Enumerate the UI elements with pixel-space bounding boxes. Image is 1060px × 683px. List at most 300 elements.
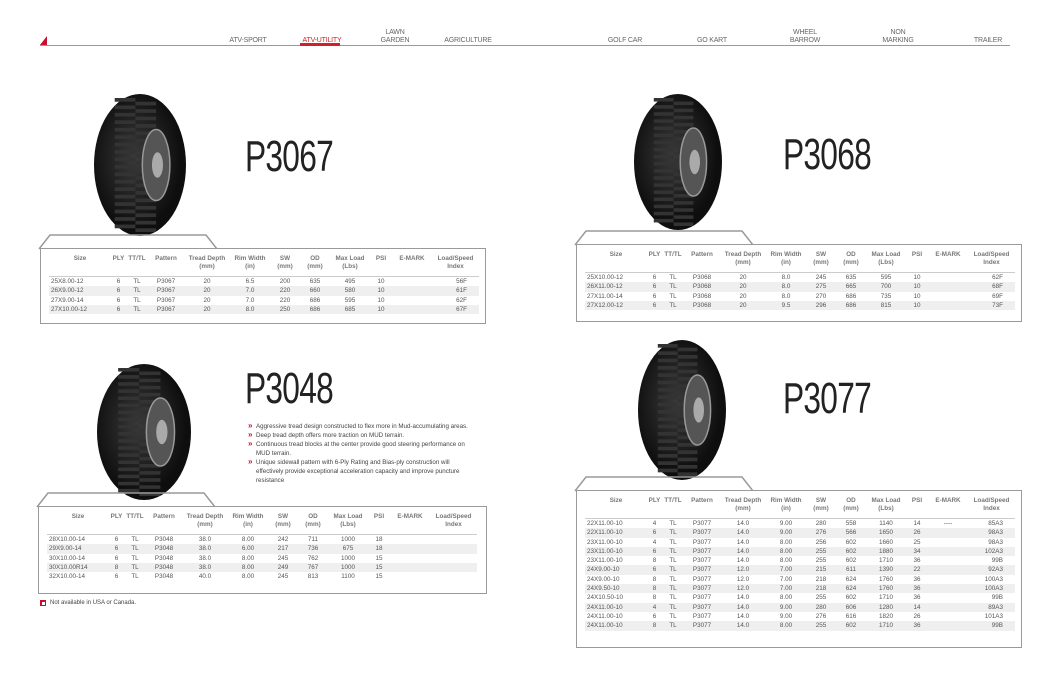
cell-sw: 255 [806, 621, 836, 630]
table-row [47, 544, 477, 553]
cell-size: 27X10.00-12 [49, 305, 111, 314]
cell-ply: 6 [114, 554, 119, 562]
cell-sw: 255 [806, 547, 836, 556]
cell-ply: 6 [111, 305, 126, 314]
cell-size: 24X10.50-10 [587, 594, 624, 602]
cell-sw: 276 [806, 528, 836, 537]
cell-tread-depth: 40.0 [198, 573, 212, 581]
column-header-psi: PSI [368, 511, 390, 535]
cell-ply: 6 [652, 292, 657, 300]
cell-ply: 6 [109, 544, 124, 553]
column-header-pattern: Pattern [148, 253, 184, 277]
cell-sw: 220 [270, 286, 300, 295]
cell-tt-tl: TL [669, 292, 677, 300]
cell-load-speed-index: 85A3 [988, 520, 1003, 527]
column-header-ply: PLY [109, 511, 124, 535]
cell-size: 27X12.00-12 [585, 301, 647, 310]
cell-rim-width: 6.5 [245, 278, 255, 285]
cell-load-speed-index: 101A3 [984, 612, 1003, 620]
cell-rim-width: 8.00 [241, 573, 255, 581]
nav-item-wheel-barrow[interactable]: WHEEL BARROW [789, 29, 821, 44]
cell-sw: 280 [815, 520, 827, 527]
spec-table-p3067 [40, 248, 486, 324]
column-header-load-speed-index: Load/Speed Index [432, 253, 479, 277]
feature-item: » Continuous tread blocks at the center provide good steering performance on MUD terrain. [248, 440, 478, 458]
cell-od: 686 [845, 292, 857, 300]
cell-tread-depth: 14.0 [720, 528, 766, 537]
cell-size: 24X9.00-10 [585, 565, 647, 574]
nav-item-agriculture[interactable]: AGRICULTURE [444, 37, 492, 44]
column-header-rim-width: Rim Width (in) [228, 511, 268, 535]
cell-size: 23X11.00-10 [587, 538, 623, 546]
column-header-max-load: Max Load (Lbs) [866, 249, 906, 273]
cell-sw: 217 [268, 544, 298, 553]
column-header-tread-depth: Tread Depth (mm) [184, 253, 230, 277]
column-header-load-speed-index: Load/Speed Index [968, 495, 1015, 519]
cell-od: 602 [845, 594, 857, 602]
cell-pattern: P3068 [692, 292, 712, 300]
cell-psi: 10 [370, 286, 392, 295]
nav-item-trailer[interactable]: TRAILER [973, 37, 1003, 44]
cell-load-speed-index: 100A3 [968, 584, 1015, 593]
table-row [585, 565, 1015, 574]
cell-od: 624 [845, 575, 857, 583]
column-header-tread-depth: Tread Depth (mm) [720, 495, 766, 519]
cell-psi: 25 [913, 538, 921, 546]
cell-sw: 280 [806, 603, 836, 612]
cell-sw: 250 [270, 305, 300, 314]
cell-tread-depth: 14.0 [720, 547, 766, 556]
cell-max-load: 495 [344, 278, 356, 285]
cell-tt-tl: TL [131, 573, 139, 581]
cell-rim-width: 8.00 [779, 594, 793, 602]
cell-ply: 6 [647, 282, 662, 291]
cell-load-speed-index: 99B [991, 594, 1003, 602]
cell-max-load: 1820 [878, 612, 893, 620]
cell-ply: 8 [652, 557, 657, 565]
cell-ply: 8 [652, 594, 657, 602]
nav-item-lawn-garden[interactable]: LAWN GARDEN [380, 29, 410, 44]
cell-sw: 275 [806, 282, 836, 291]
cell-od: 686 [836, 301, 866, 310]
cell-size: 29X9.00-14 [47, 544, 109, 553]
cell-max-load: 1100 [341, 573, 355, 581]
cell-load-speed-index: 69F [992, 292, 1003, 300]
cell-e-mark [928, 575, 968, 584]
cell-pattern: P3068 [692, 274, 712, 281]
cell-load-speed-index: 68F [968, 282, 1015, 291]
cell-psi: 18 [375, 536, 383, 543]
cell-od: 602 [845, 538, 857, 546]
cell-sw: 296 [806, 301, 836, 310]
cell-size: 24X11.00-10 [585, 621, 647, 630]
cell-max-load: 580 [330, 286, 370, 295]
table-header-row [49, 253, 479, 277]
cell-tread-depth: 12.0 [720, 565, 766, 574]
cell-max-load: 1710 [878, 594, 893, 602]
cell-tt-tl: TL [669, 557, 677, 565]
cell-e-mark [390, 554, 430, 563]
cell-e-mark: ---- [943, 520, 953, 527]
cell-size: 30X10.00R14 [47, 563, 109, 572]
column-header-size: Size [49, 253, 111, 277]
cell-ply: 8 [652, 575, 657, 583]
table-row [49, 277, 479, 287]
brand-logo [40, 36, 47, 45]
cell-ply: 6 [652, 612, 657, 620]
cell-od: 686 [300, 305, 330, 314]
cell-tt-tl: TL [124, 544, 146, 553]
cell-ply: 6 [647, 301, 662, 310]
cell-load-speed-index: 56F [456, 278, 467, 285]
cell-max-load: 1710 [878, 557, 893, 565]
cell-max-load: 815 [866, 301, 906, 310]
cell-pattern: P3067 [156, 278, 176, 285]
cell-ply: 8 [647, 584, 662, 593]
cell-rim-width: 8.0 [781, 274, 791, 281]
cell-psi: 36 [913, 594, 921, 602]
nav-item-go-kart[interactable]: GO KART [697, 37, 727, 44]
cell-load-speed-index: 98A3 [968, 528, 1015, 537]
cell-e-mark [928, 301, 968, 310]
cell-tt-tl: TL [669, 575, 677, 583]
cell-sw: 200 [279, 278, 291, 285]
cell-pattern: P3077 [684, 528, 720, 537]
cell-size: 25X8.00-12 [51, 278, 84, 285]
spec-table-p3077 [576, 490, 1022, 648]
cell-load-speed-index: 62F [456, 296, 467, 304]
table-row [585, 584, 1015, 593]
cell-sw: 249 [268, 563, 298, 572]
cell-pattern: P3077 [684, 584, 720, 593]
table-row [585, 603, 1015, 612]
cell-e-mark [928, 547, 968, 556]
cell-od: 624 [836, 584, 866, 593]
cell-psi: 14 [913, 520, 921, 527]
cell-e-mark [390, 544, 430, 553]
cell-rim-width: 8.00 [228, 563, 268, 572]
cell-pattern: P3077 [684, 565, 720, 574]
cell-e-mark [928, 528, 968, 537]
cell-load-speed-index [430, 554, 477, 563]
cell-tt-tl: TL [669, 612, 677, 620]
cell-rim-width: 8.0 [781, 292, 791, 300]
column-header-pattern: Pattern [684, 495, 720, 519]
cell-rim-width: 7.00 [779, 575, 793, 583]
table-row [49, 305, 479, 314]
cell-tread-depth: 20 [739, 292, 747, 300]
cell-rim-width: 7.00 [766, 584, 806, 593]
cell-load-speed-index: 67F [432, 305, 479, 314]
column-header-size: Size [585, 249, 647, 273]
column-header-rim-width: Rim Width (in) [766, 495, 806, 519]
cell-max-load: 1760 [878, 575, 893, 583]
cell-od: 711 [307, 536, 319, 543]
table-header-row [585, 249, 1015, 273]
cell-e-mark [928, 556, 968, 565]
cell-od: 602 [836, 547, 866, 556]
cell-max-load: 685 [330, 305, 370, 314]
cell-size: 23X11.00-10 [585, 547, 647, 556]
cell-od: 606 [836, 603, 866, 612]
cell-max-load: 1000 [328, 563, 368, 572]
cell-od: 616 [845, 612, 857, 620]
cell-psi: 36 [906, 621, 928, 630]
cell-psi: 10 [906, 282, 928, 291]
cell-psi: 10 [370, 305, 392, 314]
cell-pattern: P3048 [146, 544, 182, 553]
cell-pattern: P3068 [684, 301, 720, 310]
cell-size: 26X9.00-12 [49, 286, 111, 295]
cell-load-speed-index [430, 535, 477, 545]
footnote [40, 600, 136, 606]
cell-load-speed-index: 99B [968, 621, 1015, 630]
table-row [49, 296, 479, 305]
cell-size: 24X11.00-10 [585, 603, 647, 612]
cell-max-load: 1880 [866, 547, 906, 556]
table-row [585, 547, 1015, 556]
table-row [585, 528, 1015, 537]
cell-tt-tl: TL [662, 603, 684, 612]
column-header-e-mark: E-MARK [390, 511, 430, 535]
column-header-load-speed-index: Load/Speed Index [968, 249, 1015, 273]
cell-e-mark [392, 277, 432, 287]
cell-od: 660 [300, 286, 330, 295]
cell-tread-depth: 38.0 [198, 536, 212, 543]
cell-tread-depth: 12.0 [736, 575, 750, 583]
cell-psi: 22 [906, 565, 928, 574]
cell-ply: 8 [109, 563, 124, 572]
nav-item-atv-utility[interactable]: ATV-UTILITY [302, 37, 342, 44]
table-header-row [47, 511, 477, 535]
cell-psi: 10 [377, 296, 385, 304]
cell-tread-depth: 14.0 [736, 612, 750, 620]
cell-tread-depth: 14.0 [736, 594, 750, 602]
cell-rim-width: 8.0 [230, 305, 270, 314]
cell-od: 558 [845, 520, 857, 527]
cell-psi: 36 [913, 575, 921, 583]
cell-psi: 15 [368, 563, 390, 572]
cell-tt-tl: TL [126, 286, 148, 295]
cell-psi: 10 [377, 278, 385, 285]
cell-rim-width: 8.00 [779, 538, 793, 546]
cell-psi: 36 [913, 557, 921, 565]
cell-sw: 245 [815, 274, 827, 281]
cell-tt-tl: TL [662, 282, 684, 291]
cell-rim-width: 8.00 [766, 621, 806, 630]
cell-sw: 218 [815, 575, 827, 583]
cell-tread-depth: 14.0 [720, 603, 766, 612]
cell-od: 736 [298, 544, 328, 553]
cell-tt-tl: TL [662, 621, 684, 630]
column-header-od: OD (mm) [300, 253, 330, 277]
cell-tt-tl: TL [133, 278, 141, 285]
cell-e-mark [928, 584, 968, 593]
cell-tread-depth: 20 [184, 305, 230, 314]
cell-sw: 220 [279, 296, 291, 304]
cell-size: 24X11.00-10 [587, 612, 623, 620]
cell-tread-depth: 20 [203, 296, 211, 304]
column-header-max-load: Max Load (Lbs) [866, 495, 906, 519]
cell-max-load: 1140 [879, 520, 893, 527]
cell-od: 602 [836, 621, 866, 630]
cell-size: 27X9.00-14 [51, 296, 84, 304]
cell-ply: 6 [647, 528, 662, 537]
cell-load-speed-index: 92A3 [968, 565, 1015, 574]
column-header-od: OD (mm) [836, 495, 866, 519]
cell-pattern: P3067 [148, 305, 184, 314]
cell-e-mark [390, 535, 430, 545]
table-row [585, 292, 1015, 301]
cell-max-load: 595 [344, 296, 356, 304]
cell-size: 25X10.00-12 [587, 274, 624, 281]
cell-max-load: 1390 [866, 565, 906, 574]
cell-ply: 6 [647, 565, 662, 574]
cell-e-mark [928, 612, 968, 621]
cell-rim-width: 8.00 [779, 557, 793, 565]
cell-ply: 6 [116, 278, 121, 285]
column-header-rim-width: Rim Width (in) [766, 249, 806, 273]
cell-ply: 6 [114, 573, 119, 581]
cell-pattern: P3067 [148, 286, 184, 295]
cell-size: 22X11.00-10 [585, 528, 647, 537]
cell-e-mark [392, 286, 432, 295]
cell-size: 23X11.00-10 [587, 557, 623, 565]
cell-max-load: 1000 [340, 554, 355, 562]
cell-load-speed-index: 73F [968, 301, 1015, 310]
feature-item: » Unique sidewall pattern with 6-Ply Rating and Bias-ply construction will effectively provide exceptional acceleration capacity and improve puncture resistance [248, 458, 478, 485]
tire-image-p3077 [636, 338, 728, 482]
cell-rim-width: 7.00 [766, 565, 806, 574]
cell-tread-depth: 38.0 [182, 544, 228, 553]
cell-ply: 4 [652, 520, 657, 527]
cell-max-load: 1280 [866, 603, 906, 612]
spec-table-p3048 [38, 506, 487, 594]
column-header-psi: PSI [906, 495, 928, 519]
cell-sw: 242 [277, 536, 289, 543]
cell-od: 611 [836, 565, 866, 574]
cell-ply: 4 [647, 603, 662, 612]
cell-e-mark [928, 538, 968, 547]
cell-pattern: P3048 [154, 554, 174, 562]
cell-psi: 26 [913, 612, 921, 620]
table-header-row [585, 495, 1015, 519]
cell-psi: 10 [906, 301, 928, 310]
cell-sw: 256 [815, 538, 827, 546]
cell-pattern: P3048 [154, 573, 174, 581]
column-header-tt-tl: TT/TL [662, 495, 684, 519]
table-row [585, 538, 1015, 547]
column-header-tt-tl: TT/TL [662, 249, 684, 273]
cell-max-load: 675 [328, 544, 368, 553]
cell-tread-depth: 38.0 [198, 554, 212, 562]
spec-table [585, 495, 1015, 631]
cell-pattern: P3077 [692, 520, 712, 527]
nav-item-non-marking[interactable]: NON MARKING [882, 29, 914, 44]
cell-e-mark [928, 282, 968, 291]
cell-psi: 18 [368, 544, 390, 553]
cell-size: 22X11.00-10 [587, 520, 623, 527]
nav-item-golf-car[interactable]: GOLF CAR [607, 37, 643, 44]
column-header-e-mark: E-MARK [928, 495, 968, 519]
cell-ply: 4 [652, 538, 657, 546]
cell-size: 24X9.00-10 [587, 575, 620, 583]
spec-table [49, 253, 479, 314]
spec-table [47, 511, 477, 581]
cell-psi: 36 [906, 584, 928, 593]
cell-tread-depth: 20 [720, 301, 766, 310]
table-row [47, 572, 477, 581]
cell-tread-depth: 20 [184, 286, 230, 295]
cell-load-speed-index [430, 544, 477, 553]
cell-ply: 6 [114, 536, 119, 543]
cell-tt-tl: TL [662, 547, 684, 556]
column-header-tt-tl: TT/TL [126, 253, 148, 277]
cell-pattern: P3048 [146, 563, 182, 572]
cell-od: 665 [836, 282, 866, 291]
cell-ply: 6 [116, 296, 121, 304]
product-title-p3067: P3067 [245, 132, 334, 181]
cell-pattern: P3077 [692, 612, 712, 620]
cell-sw: 255 [815, 557, 827, 565]
cell-psi: 15 [375, 554, 383, 562]
product-title-p3048: P3048 [245, 364, 334, 413]
cell-ply: 6 [111, 286, 126, 295]
column-header-e-mark: E-MARK [392, 253, 432, 277]
cell-rim-width: 9.00 [766, 528, 806, 537]
cell-load-speed-index: 62F [992, 274, 1003, 281]
column-header-sw: SW (mm) [268, 511, 298, 535]
cell-rim-width: 8.00 [241, 554, 255, 562]
nav-item-atv-sport[interactable]: ATV-SPORT [229, 37, 267, 44]
cell-rim-width: 7.0 [230, 286, 270, 295]
column-header-size: Size [585, 495, 647, 519]
footnote-text: Not available in USA or Canada. [50, 600, 137, 606]
column-header-e-mark: E-MARK [928, 249, 968, 273]
cell-rim-width: 9.00 [766, 603, 806, 612]
table-row [585, 301, 1015, 310]
cell-tt-tl: TL [133, 296, 141, 304]
cell-max-load: 700 [866, 282, 906, 291]
cell-max-load: 595 [880, 274, 892, 281]
cell-e-mark [928, 593, 968, 602]
cell-ply: 8 [647, 621, 662, 630]
cell-tt-tl: TL [126, 305, 148, 314]
cell-size: 28X10.00-14 [49, 536, 86, 543]
cell-sw: 276 [815, 612, 827, 620]
cell-psi: 10 [913, 292, 921, 300]
tire-icon [92, 92, 188, 238]
tire-image-p3067 [92, 92, 188, 238]
cell-rim-width: 7.0 [245, 296, 255, 304]
column-header-sw: SW (mm) [806, 495, 836, 519]
tire-icon [632, 92, 724, 232]
cell-pattern: P3077 [684, 547, 720, 556]
cell-size: 27X11.00-14 [587, 292, 623, 300]
cell-e-mark [392, 296, 432, 305]
cell-load-speed-index [430, 572, 477, 581]
cell-sw: 255 [815, 594, 827, 602]
column-header-od: OD (mm) [298, 511, 328, 535]
cell-od: 762 [307, 554, 319, 562]
cell-sw: 215 [806, 565, 836, 574]
column-header-max-load: Max Load (Lbs) [328, 511, 368, 535]
column-header-sw: SW (mm) [270, 253, 300, 277]
cell-tread-depth: 14.0 [736, 520, 750, 527]
column-header-sw: SW (mm) [806, 249, 836, 273]
column-header-tread-depth: Tread Depth (mm) [720, 249, 766, 273]
cell-rim-width: 9.00 [779, 520, 793, 527]
